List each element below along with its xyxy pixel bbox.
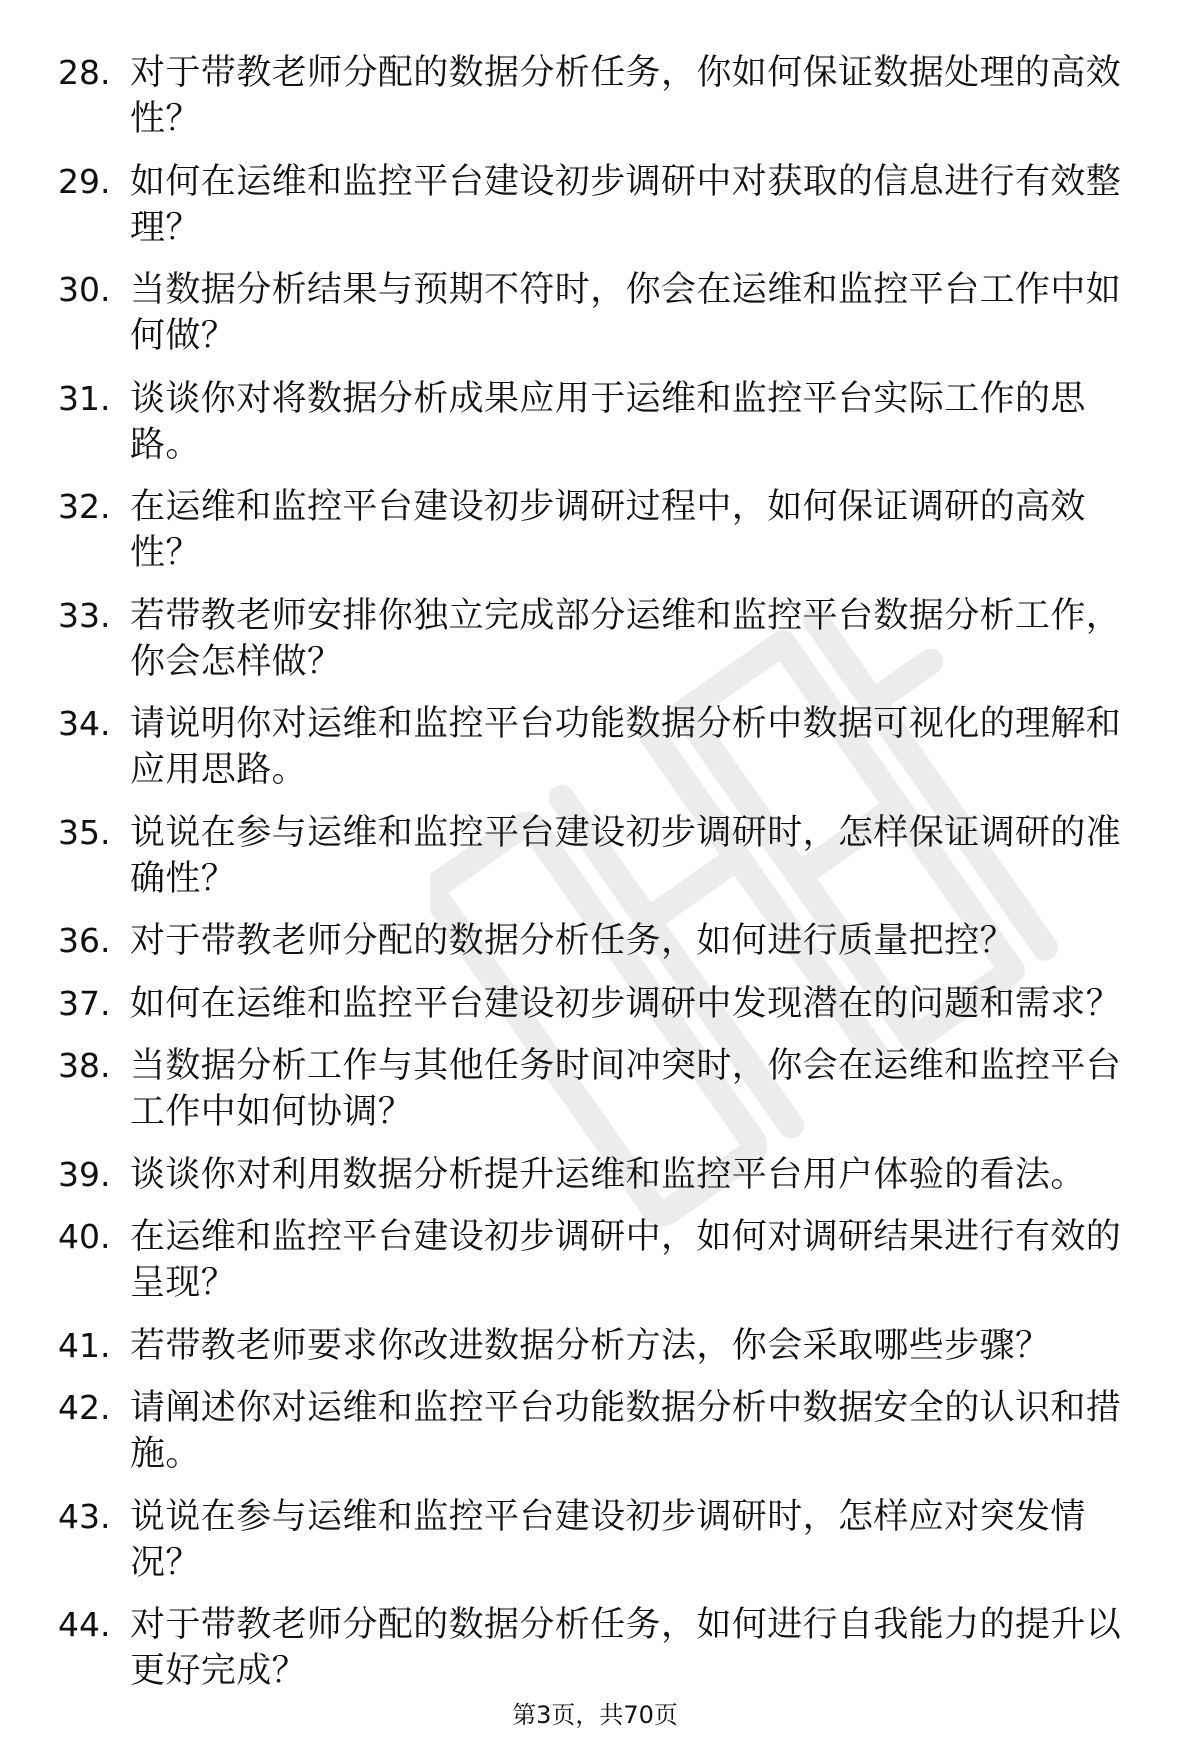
list-item [58, 50, 1148, 142]
question-number: 28. [58, 53, 111, 92]
question-number: 37. [58, 983, 111, 1023]
question-text: 当数据分析结果与预期不符时，你会在运维和监控平台工作中如何做？ [130, 270, 1122, 356]
question-number: 38. [58, 1046, 111, 1085]
question-text: 对于带教老师分配的数据分析任务，如何进行质量把控？ [130, 921, 1016, 961]
question-text: 请说明你对运维和监控平台功能数据分析中数据可视化的理解和应用思路。 [130, 704, 1122, 790]
question-text: 在运维和监控平台建设初步调研中，如何对调研结果进行有效的呈现？ [130, 1217, 1122, 1303]
question-number: 43. [58, 1496, 111, 1536]
question-number: 42. [58, 1388, 111, 1427]
question-number: 30. [58, 270, 111, 309]
question-text: 请阐述你对运维和监控平台功能数据分析中数据安全的认识和措施。 [130, 1388, 1122, 1474]
list-item [58, 810, 1148, 902]
question-number: 29. [58, 161, 111, 201]
question-text: 若带教老师安排你独立完成部分运维和监控平台数据分析工作，你会怎样做？ [130, 595, 1122, 682]
question-number: 44. [58, 1605, 111, 1644]
page-number-footer: 第3页，共70页 [512, 1701, 678, 1729]
question-text: 在运维和监控平台建设初步调研过程中，如何保证调研的高效性？ [130, 487, 1086, 573]
list-item [58, 1152, 1148, 1198]
question-number: 35. [58, 812, 111, 852]
list-item [58, 1494, 1148, 1586]
list-item [58, 484, 1148, 576]
question-text: 对于带教老师分配的数据分析任务，你如何保证数据处理的高效性？ [130, 53, 1122, 139]
question-text: 说说在参与运维和监控平台建设初步调研时，怎样保证调研的准确性？ [130, 812, 1122, 899]
list-item [58, 267, 1148, 359]
list-item [58, 1043, 1148, 1135]
list-item [58, 1385, 1148, 1477]
question-number: 32. [58, 487, 111, 526]
question-number: 41. [58, 1325, 111, 1365]
question-number: 39. [58, 1154, 111, 1194]
question-number: 33. [58, 595, 111, 635]
question-text: 当数据分析工作与其他任务时间冲突时，你会在运维和监控平台工作中如何协调？ [130, 1046, 1122, 1132]
question-text: 如何在运维和监控平台建设初步调研中对获取的信息进行有效整理？ [130, 161, 1122, 248]
question-text: 对于带教老师分配的数据分析任务，如何进行自我能力的提升以更好完成？ [130, 1605, 1122, 1691]
list-item [58, 701, 1148, 793]
list-item [58, 1602, 1148, 1694]
list-item [58, 981, 1148, 1027]
question-text: 谈谈你对利用数据分析提升运维和监控平台用户体验的看法。 [130, 1154, 1086, 1195]
list-item [58, 159, 1148, 251]
list-item [58, 593, 1148, 685]
question-text: 谈谈你对将数据分析成果应用于运维和监控平台实际工作的思路。 [130, 378, 1086, 465]
list-item [58, 376, 1148, 468]
list-item [58, 918, 1148, 964]
question-text: 若带教老师要求你改进数据分析方法，你会采取哪些步骤？ [130, 1325, 1051, 1366]
question-number: 34. [58, 704, 111, 743]
list-item [58, 1323, 1148, 1369]
question-number: 36. [58, 921, 111, 960]
question-text: 如何在运维和监控平台建设初步调研中发现潜在的问题和需求？ [130, 983, 1122, 1024]
question-number: 31. [58, 378, 111, 418]
question-text: 说说在参与运维和监控平台建设初步调研时，怎样应对突发情况？ [130, 1496, 1086, 1583]
question-number: 40. [58, 1217, 111, 1256]
list-item [58, 1214, 1148, 1306]
question-list [58, 50, 1148, 1711]
